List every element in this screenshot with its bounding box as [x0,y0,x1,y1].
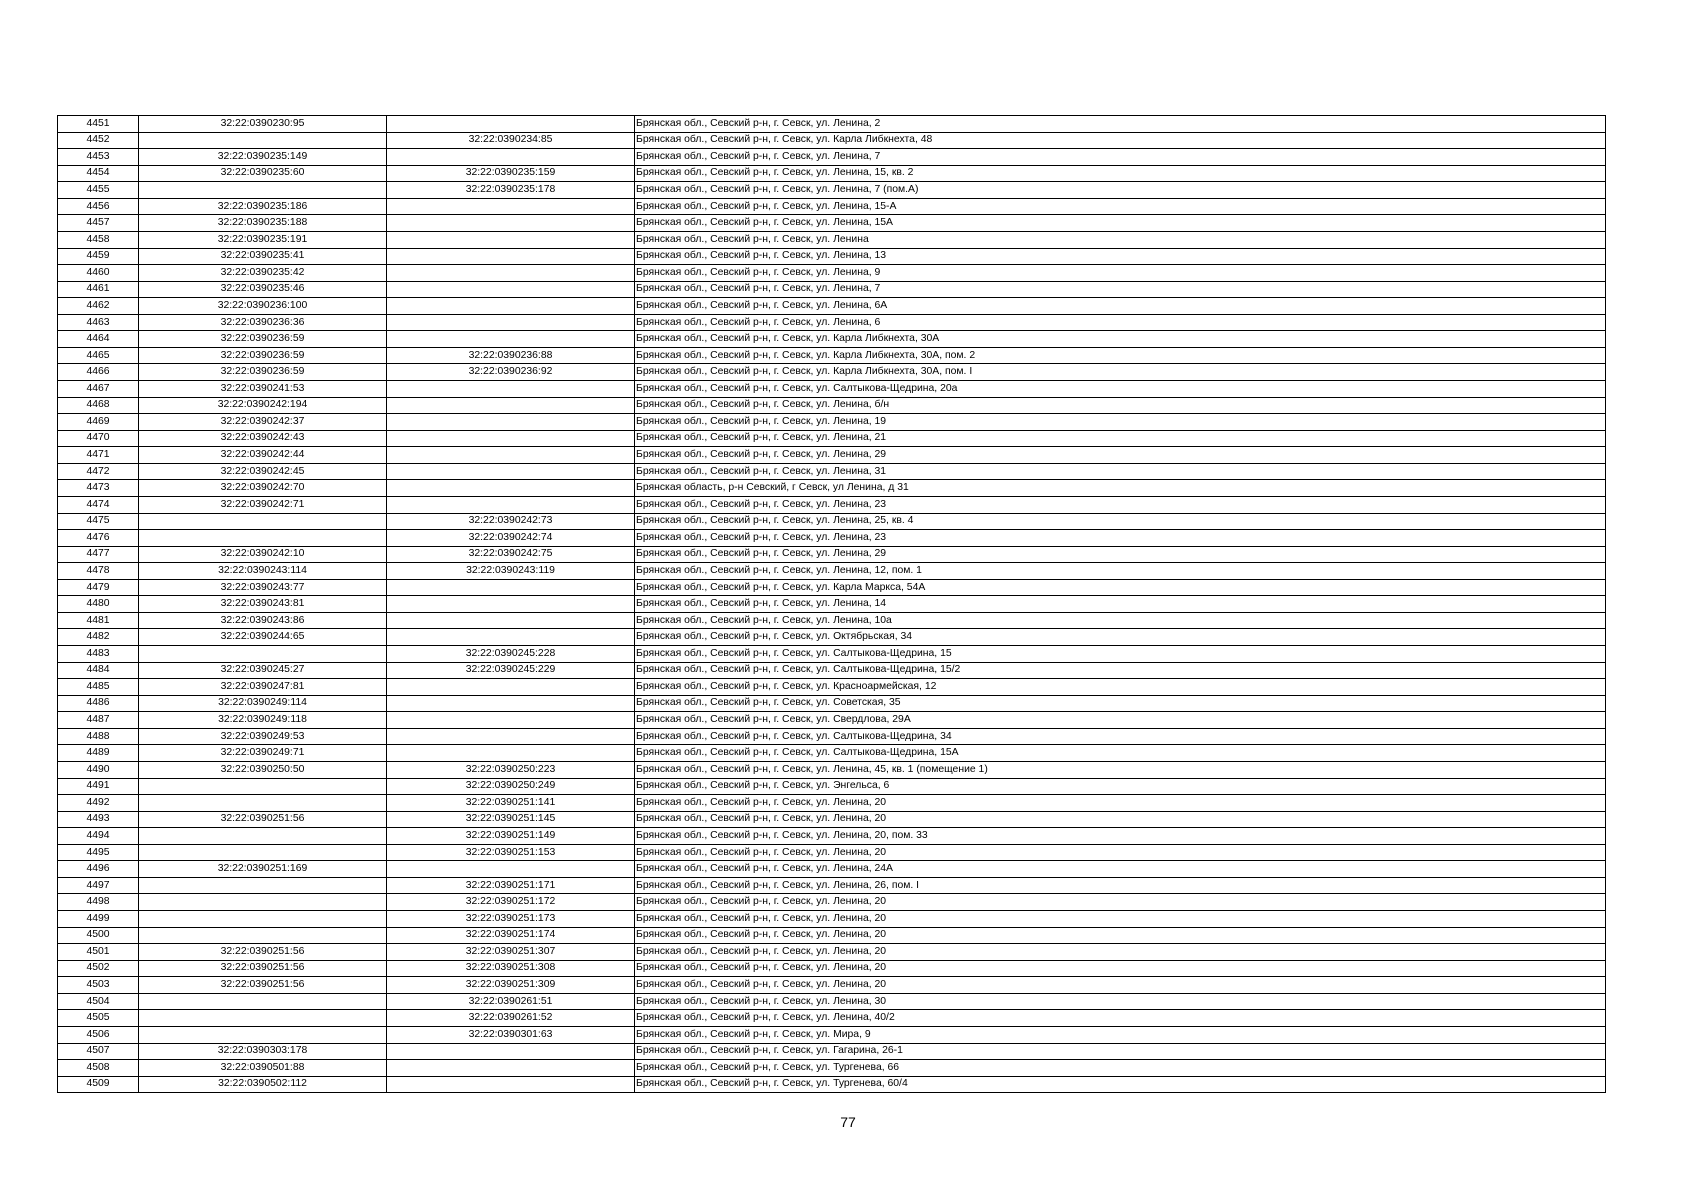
building-cadastral-number-cell: 32:22:0390251:145 [387,811,635,828]
building-cadastral-number-cell [387,612,635,629]
table-row [58,281,1606,298]
building-cadastral-number-cell: 32:22:0390235:159 [387,165,635,182]
building-cadastral-number-cell [387,298,635,315]
parcel-cadastral-number-cell: 32:22:0390501:88 [139,1060,387,1077]
parcel-cadastral-number-cell [139,530,387,547]
parcel-cadastral-number-cell: 32:22:0390235:149 [139,149,387,166]
row-number-cell: 4462 [58,298,139,315]
building-cadastral-number-cell: 32:22:0390242:73 [387,513,635,530]
parcel-cadastral-number-cell [139,894,387,911]
address-cell: Брянская обл., Севский р-н, г. Севск, ул. Ленина, 14 [635,596,1606,613]
address-cell: Брянская обл., Севский р-н, г. Севск, ул. Ленина, 31 [635,463,1606,480]
address-cell: Брянская обл., Севский р-н, г. Севск, ул. Карла Либкнехта, 48 [635,132,1606,149]
row-number-cell: 4455 [58,182,139,199]
row-number-cell: 4489 [58,745,139,762]
row-number-cell: 4499 [58,911,139,928]
table-row [58,248,1606,265]
address-cell: Брянская обл., Севский р-н, г. Севск, ул. Салтыкова-Щедрина, 15А [635,745,1606,762]
parcel-cadastral-number-cell: 32:22:0390236:59 [139,331,387,348]
parcel-cadastral-number-cell [139,927,387,944]
row-number-cell: 4497 [58,877,139,894]
parcel-cadastral-number-cell: 32:22:0390235:46 [139,281,387,298]
table-row [58,695,1606,712]
address-cell: Брянская обл., Севский р-н, г. Севск, ул. Ленина, 20 [635,795,1606,812]
address-cell: Брянская обл., Севский р-н, г. Севск, ул. Ленина, 20 [635,894,1606,911]
address-cell: Брянская обл., Севский р-н, г. Севск, ул. Ленина, 2 [635,116,1606,133]
parcel-cadastral-number-cell: 32:22:0390250:50 [139,761,387,778]
row-number-cell: 4495 [58,844,139,861]
parcel-cadastral-number-cell [139,646,387,663]
address-cell: Брянская обл., Севский р-н, г. Севск, ул. Ленина, 20, пом. 33 [635,828,1606,845]
parcel-cadastral-number-cell: 32:22:0390241:53 [139,381,387,398]
row-number-cell: 4494 [58,828,139,845]
parcel-cadastral-number-cell: 32:22:0390242:44 [139,447,387,464]
row-number-cell: 4496 [58,861,139,878]
address-cell: Брянская обл., Севский р-н, г. Севск, ул. Ленина, 12, пом. 1 [635,563,1606,580]
address-cell: Брянская обл., Севский р-н, г. Севск, ул. Салтыкова-Щедрина, 34 [635,728,1606,745]
building-cadastral-number-cell [387,149,635,166]
parcel-cadastral-number-cell: 32:22:0390243:77 [139,579,387,596]
building-cadastral-number-cell: 32:22:0390251:307 [387,944,635,961]
row-number-cell: 4451 [58,116,139,133]
building-cadastral-number-cell [387,480,635,497]
parcel-cadastral-number-cell [139,993,387,1010]
building-cadastral-number-cell: 32:22:0390250:249 [387,778,635,795]
address-cell: Брянская обл., Севский р-н, г. Севск, ул. Тургенева, 60/4 [635,1076,1606,1093]
address-cell: Брянская обл., Севский р-н, г. Севск, ул. Ленина, 6 [635,314,1606,331]
address-cell: Брянская обл., Севский р-н, г. Севск, ул. Салтыкова-Щедрина, 15 [635,646,1606,663]
building-cadastral-number-cell [387,695,635,712]
table-row [58,265,1606,282]
building-cadastral-number-cell [387,281,635,298]
address-cell: Брянская обл., Севский р-н, г. Севск, ул. Ленина, 29 [635,447,1606,464]
address-cell: Брянская обл., Севский р-н, г. Севск, ул. Ленина, 15А [635,215,1606,232]
table-row [58,347,1606,364]
table-row [58,993,1606,1010]
table-row [58,977,1606,994]
address-cell: Брянская обл., Севский р-н, г. Севск, ул. Ленина, 10а [635,612,1606,629]
table-row [58,397,1606,414]
building-cadastral-number-cell: 32:22:0390261:52 [387,1010,635,1027]
building-cadastral-number-cell: 32:22:0390234:85 [387,132,635,149]
building-cadastral-number-cell [387,430,635,447]
building-cadastral-number-cell: 32:22:0390245:229 [387,662,635,679]
table-row [58,927,1606,944]
parcel-cadastral-number-cell [139,513,387,530]
row-number-cell: 4506 [58,1026,139,1043]
table-row [58,430,1606,447]
table-row [58,795,1606,812]
building-cadastral-number-cell [387,861,635,878]
table-row [58,149,1606,166]
address-cell: Брянская обл., Севский р-н, г. Севск, ул. Ленина, 21 [635,430,1606,447]
address-cell: Брянская обл., Севский р-н, г. Севск, ул. Ленина [635,231,1606,248]
building-cadastral-number-cell [387,198,635,215]
table-row [58,215,1606,232]
building-cadastral-number-cell [387,496,635,513]
row-number-cell: 4463 [58,314,139,331]
address-cell: Брянская обл., Севский р-н, г. Севск, ул. Салтыкова-Щедрина, 15/2 [635,662,1606,679]
row-number-cell: 4504 [58,993,139,1010]
building-cadastral-number-cell [387,215,635,232]
row-number-cell: 4459 [58,248,139,265]
row-number-cell: 4467 [58,381,139,398]
table-row [58,298,1606,315]
parcel-cadastral-number-cell: 32:22:0390249:53 [139,728,387,745]
table-row [58,480,1606,497]
building-cadastral-number-cell: 32:22:0390251:309 [387,977,635,994]
address-cell: Брянская обл., Севский р-н, г. Севск, ул. Ленина, 40/2 [635,1010,1606,1027]
row-number-cell: 4478 [58,563,139,580]
parcel-cadastral-number-cell: 32:22:0390242:37 [139,414,387,431]
parcel-cadastral-number-cell: 32:22:0390236:100 [139,298,387,315]
building-cadastral-number-cell: 32:22:0390236:92 [387,364,635,381]
table-row [58,911,1606,928]
building-cadastral-number-cell: 32:22:0390301:63 [387,1026,635,1043]
row-number-cell: 4491 [58,778,139,795]
address-cell: Брянская обл., Севский р-н, г. Севск, ул. Ленина, 24А [635,861,1606,878]
parcel-cadastral-number-cell: 32:22:0390243:81 [139,596,387,613]
parcel-cadastral-number-cell: 32:22:0390235:186 [139,198,387,215]
table-row [58,198,1606,215]
address-cell: Брянская обл., Севский р-н, г. Севск, ул. Энгельса, 6 [635,778,1606,795]
address-cell: Брянская обл., Севский р-н, г. Севск, ул. Карла Либкнехта, 30А, пом. 2 [635,347,1606,364]
building-cadastral-number-cell: 32:22:0390251:149 [387,828,635,845]
address-cell: Брянская обл., Севский р-н, г. Севск, ул. Ленина, 23 [635,530,1606,547]
building-cadastral-number-cell: 32:22:0390251:174 [387,927,635,944]
parcel-cadastral-number-cell [139,828,387,845]
building-cadastral-number-cell: 32:22:0390261:51 [387,993,635,1010]
address-cell: Брянская обл., Севский р-н, г. Севск, ул. Ленина, 20 [635,927,1606,944]
table-row [58,447,1606,464]
table-row [58,1026,1606,1043]
building-cadastral-number-cell [387,265,635,282]
row-number-cell: 4476 [58,530,139,547]
parcel-cadastral-number-cell: 32:22:0390249:71 [139,745,387,762]
table-row [58,894,1606,911]
table-row [58,513,1606,530]
address-cell: Брянская обл., Севский р-н, г. Севск, ул. Ленина, 7 [635,281,1606,298]
parcel-cadastral-number-cell: 32:22:0390249:114 [139,695,387,712]
parcel-cadastral-number-cell [139,182,387,199]
table-row [58,579,1606,596]
parcel-cadastral-number-cell: 32:22:0390235:191 [139,231,387,248]
parcel-cadastral-number-cell [139,132,387,149]
row-number-cell: 4465 [58,347,139,364]
table-row [58,662,1606,679]
parcel-cadastral-number-cell [139,877,387,894]
address-cell: Брянская обл., Севский р-н, г. Севск, ул. Ленина, 45, кв. 1 (помещение 1) [635,761,1606,778]
row-number-cell: 4490 [58,761,139,778]
table-row [58,1010,1606,1027]
table-row [58,116,1606,133]
address-cell: Брянская обл., Севский р-н, г. Севск, ул. Ленина, 19 [635,414,1606,431]
address-cell: Брянская обл., Севский р-н, г. Севск, ул. Ленина, 20 [635,911,1606,928]
table-row [58,811,1606,828]
cadastral-register-table [57,115,1606,1093]
parcel-cadastral-number-cell: 32:22:0390242:43 [139,430,387,447]
row-number-cell: 4453 [58,149,139,166]
building-cadastral-number-cell [387,745,635,762]
address-cell: Брянская обл., Севский р-н, г. Севск, ул. Ленина, 7 (пом.А) [635,182,1606,199]
building-cadastral-number-cell: 32:22:0390243:119 [387,563,635,580]
row-number-cell: 4486 [58,695,139,712]
table-row [58,828,1606,845]
row-number-cell: 4492 [58,795,139,812]
address-cell: Брянская обл., Севский р-н, г. Севск, ул. Ленина, 13 [635,248,1606,265]
table-body [58,116,1606,1093]
table-row [58,182,1606,199]
address-cell: Брянская обл., Севский р-н, г. Севск, ул. Октябрьская, 34 [635,629,1606,646]
parcel-cadastral-number-cell: 32:22:0390242:70 [139,480,387,497]
row-number-cell: 4460 [58,265,139,282]
row-number-cell: 4474 [58,496,139,513]
row-number-cell: 4482 [58,629,139,646]
table-row [58,960,1606,977]
table-row [58,1060,1606,1077]
address-cell: Брянская обл., Севский р-н, г. Севск, ул. Ленина, 20 [635,811,1606,828]
table-row [58,778,1606,795]
building-cadastral-number-cell [387,1076,635,1093]
table-row [58,463,1606,480]
parcel-cadastral-number-cell: 32:22:0390249:118 [139,712,387,729]
row-number-cell: 4500 [58,927,139,944]
table-row [58,231,1606,248]
parcel-cadastral-number-cell: 32:22:0390247:81 [139,679,387,696]
table-row [58,712,1606,729]
table-row [58,629,1606,646]
address-cell: Брянская обл., Севский р-н, г. Севск, ул. Ленина, 20 [635,977,1606,994]
building-cadastral-number-cell: 32:22:0390235:178 [387,182,635,199]
address-cell: Брянская обл., Севский р-н, г. Севск, ул. Ленина, 15, кв. 2 [635,165,1606,182]
table-row [58,132,1606,149]
parcel-cadastral-number-cell: 32:22:0390251:56 [139,811,387,828]
building-cadastral-number-cell [387,414,635,431]
building-cadastral-number-cell [387,331,635,348]
row-number-cell: 4485 [58,679,139,696]
address-cell: Брянская обл., Севский р-н, г. Севск, ул. Ленина, 30 [635,993,1606,1010]
parcel-cadastral-number-cell: 32:22:0390243:114 [139,563,387,580]
row-number-cell: 4468 [58,397,139,414]
row-number-cell: 4480 [58,596,139,613]
address-cell: Брянская обл., Севский р-н, г. Севск, ул. Карла Либкнехта, 30А [635,331,1606,348]
building-cadastral-number-cell [387,596,635,613]
parcel-cadastral-number-cell [139,911,387,928]
address-cell: Брянская обл., Севский р-н, г. Севск, ул. Карла Либкнехта, 30А, пом. I [635,364,1606,381]
parcel-cadastral-number-cell: 32:22:0390236:59 [139,364,387,381]
parcel-cadastral-number-cell: 32:22:0390243:86 [139,612,387,629]
address-cell: Брянская обл., Севский р-н, г. Севск, ул. Ленина, 9 [635,265,1606,282]
address-cell: Брянская обл., Севский р-н, г. Севск, ул. Ленина, 25, кв. 4 [635,513,1606,530]
address-cell: Брянская обл., Севский р-н, г. Севск, ул. Ленина, 26, пом. I [635,877,1606,894]
row-number-cell: 4466 [58,364,139,381]
building-cadastral-number-cell [387,579,635,596]
parcel-cadastral-number-cell: 32:22:0390236:36 [139,314,387,331]
building-cadastral-number-cell [387,629,635,646]
address-cell: Брянская обл., Севский р-н, г. Севск, ул. Салтыкова-Щедрина, 20а [635,381,1606,398]
parcel-cadastral-number-cell: 32:22:0390242:71 [139,496,387,513]
parcel-cadastral-number-cell: 32:22:0390235:60 [139,165,387,182]
table-row [58,646,1606,663]
table-row [58,364,1606,381]
building-cadastral-number-cell [387,1043,635,1060]
building-cadastral-number-cell [387,381,635,398]
building-cadastral-number-cell: 32:22:0390242:74 [387,530,635,547]
row-number-cell: 4456 [58,198,139,215]
address-cell: Брянская обл., Севский р-н, г. Севск, ул. Гагарина, 26-1 [635,1043,1606,1060]
row-number-cell: 4503 [58,977,139,994]
table-row [58,612,1606,629]
address-cell: Брянская обл., Севский р-н, г. Севск, ул. Ленина, 15-А [635,198,1606,215]
row-number-cell: 4475 [58,513,139,530]
table-row [58,861,1606,878]
building-cadastral-number-cell [387,314,635,331]
table-row [58,728,1606,745]
parcel-cadastral-number-cell: 32:22:0390230:95 [139,116,387,133]
row-number-cell: 4488 [58,728,139,745]
table-row [58,165,1606,182]
parcel-cadastral-number-cell: 32:22:0390245:27 [139,662,387,679]
row-number-cell: 4501 [58,944,139,961]
row-number-cell: 4477 [58,546,139,563]
row-number-cell: 4484 [58,662,139,679]
table-row [58,496,1606,513]
building-cadastral-number-cell: 32:22:0390251:153 [387,844,635,861]
parcel-cadastral-number-cell: 32:22:0390235:188 [139,215,387,232]
address-cell: Брянская обл., Севский р-н, г. Севск, ул. Советская, 35 [635,695,1606,712]
table-row [58,546,1606,563]
table-row [58,331,1606,348]
row-number-cell: 4498 [58,894,139,911]
building-cadastral-number-cell: 32:22:0390236:88 [387,347,635,364]
building-cadastral-number-cell: 32:22:0390250:223 [387,761,635,778]
parcel-cadastral-number-cell: 32:22:0390242:45 [139,463,387,480]
row-number-cell: 4472 [58,463,139,480]
address-cell: Брянская обл., Севский р-н, г. Севск, ул. Мира, 9 [635,1026,1606,1043]
parcel-cadastral-number-cell: 32:22:0390236:59 [139,347,387,364]
table-row [58,745,1606,762]
table-row [58,381,1606,398]
parcel-cadastral-number-cell [139,778,387,795]
table-row [58,314,1606,331]
address-cell: Брянская обл., Севский р-н, г. Севск, ул. Ленина, 7 [635,149,1606,166]
address-cell: Брянская обл., Севский р-н, г. Севск, ул. Ленина, 20 [635,960,1606,977]
building-cadastral-number-cell [387,116,635,133]
parcel-cadastral-number-cell [139,1010,387,1027]
building-cadastral-number-cell [387,231,635,248]
row-number-cell: 4483 [58,646,139,663]
row-number-cell: 4470 [58,430,139,447]
building-cadastral-number-cell [387,248,635,265]
building-cadastral-number-cell: 32:22:0390251:141 [387,795,635,812]
parcel-cadastral-number-cell: 32:22:0390242:194 [139,397,387,414]
row-number-cell: 4508 [58,1060,139,1077]
row-number-cell: 4473 [58,480,139,497]
building-cadastral-number-cell: 32:22:0390245:228 [387,646,635,663]
address-cell: Брянская обл., Севский р-н, г. Севск, ул. Тургенева, 66 [635,1060,1606,1077]
table-row [58,1043,1606,1060]
address-cell: Брянская обл., Севский р-н, г. Севск, ул. Красноармейская, 12 [635,679,1606,696]
parcel-cadastral-number-cell [139,844,387,861]
table-row [58,414,1606,431]
building-cadastral-number-cell: 32:22:0390242:75 [387,546,635,563]
table-row [58,944,1606,961]
table-row [58,596,1606,613]
row-number-cell: 4458 [58,231,139,248]
address-cell: Брянская обл., Севский р-н, г. Севск, ул. Ленина, 23 [635,496,1606,513]
address-cell: Брянская обл., Севский р-н, г. Севск, ул. Свердлова, 29А [635,712,1606,729]
parcel-cadastral-number-cell: 32:22:0390244:65 [139,629,387,646]
table-row [58,1076,1606,1093]
building-cadastral-number-cell [387,1060,635,1077]
row-number-cell: 4507 [58,1043,139,1060]
row-number-cell: 4454 [58,165,139,182]
building-cadastral-number-cell: 32:22:0390251:171 [387,877,635,894]
table-row [58,844,1606,861]
row-number-cell: 4509 [58,1076,139,1093]
parcel-cadastral-number-cell: 32:22:0390251:169 [139,861,387,878]
table-row [58,761,1606,778]
row-number-cell: 4469 [58,414,139,431]
building-cadastral-number-cell [387,728,635,745]
parcel-cadastral-number-cell: 32:22:0390251:56 [139,960,387,977]
address-cell: Брянская обл., Севский р-н, г. Севск, ул. Ленина, 6А [635,298,1606,315]
parcel-cadastral-number-cell: 32:22:0390235:41 [139,248,387,265]
parcel-cadastral-number-cell: 32:22:0390303:178 [139,1043,387,1060]
parcel-cadastral-number-cell: 32:22:0390242:10 [139,546,387,563]
row-number-cell: 4464 [58,331,139,348]
table-row [58,877,1606,894]
parcel-cadastral-number-cell: 32:22:0390251:56 [139,944,387,961]
page-number: 77 [840,1114,856,1130]
table-row [58,563,1606,580]
table-row [58,679,1606,696]
row-number-cell: 4457 [58,215,139,232]
row-number-cell: 4479 [58,579,139,596]
building-cadastral-number-cell: 32:22:0390251:173 [387,911,635,928]
address-cell: Брянская область, р-н Севский, г Севск, ул Ленина, д 31 [635,480,1606,497]
parcel-cadastral-number-cell: 32:22:0390251:56 [139,977,387,994]
address-cell: Брянская обл., Севский р-н, г. Севск, ул. Ленина, 20 [635,844,1606,861]
row-number-cell: 4481 [58,612,139,629]
address-cell: Брянская обл., Севский р-н, г. Севск, ул. Ленина, 20 [635,944,1606,961]
table-row [58,530,1606,547]
building-cadastral-number-cell [387,463,635,480]
row-number-cell: 4452 [58,132,139,149]
parcel-cadastral-number-cell [139,795,387,812]
row-number-cell: 4461 [58,281,139,298]
row-number-cell: 4487 [58,712,139,729]
parcel-cadastral-number-cell: 32:22:0390502:112 [139,1076,387,1093]
building-cadastral-number-cell: 32:22:0390251:308 [387,960,635,977]
address-cell: Брянская обл., Севский р-н, г. Севск, ул. Карла Маркса, 54А [635,579,1606,596]
row-number-cell: 4502 [58,960,139,977]
address-cell: Брянская обл., Севский р-н, г. Севск, ул. Ленина, б/н [635,397,1606,414]
parcel-cadastral-number-cell: 32:22:0390235:42 [139,265,387,282]
building-cadastral-number-cell [387,447,635,464]
row-number-cell: 4471 [58,447,139,464]
building-cadastral-number-cell [387,397,635,414]
row-number-cell: 4493 [58,811,139,828]
building-cadastral-number-cell [387,679,635,696]
row-number-cell: 4505 [58,1010,139,1027]
building-cadastral-number-cell: 32:22:0390251:172 [387,894,635,911]
building-cadastral-number-cell [387,712,635,729]
parcel-cadastral-number-cell [139,1026,387,1043]
address-cell: Брянская обл., Севский р-н, г. Севск, ул. Ленина, 29 [635,546,1606,563]
